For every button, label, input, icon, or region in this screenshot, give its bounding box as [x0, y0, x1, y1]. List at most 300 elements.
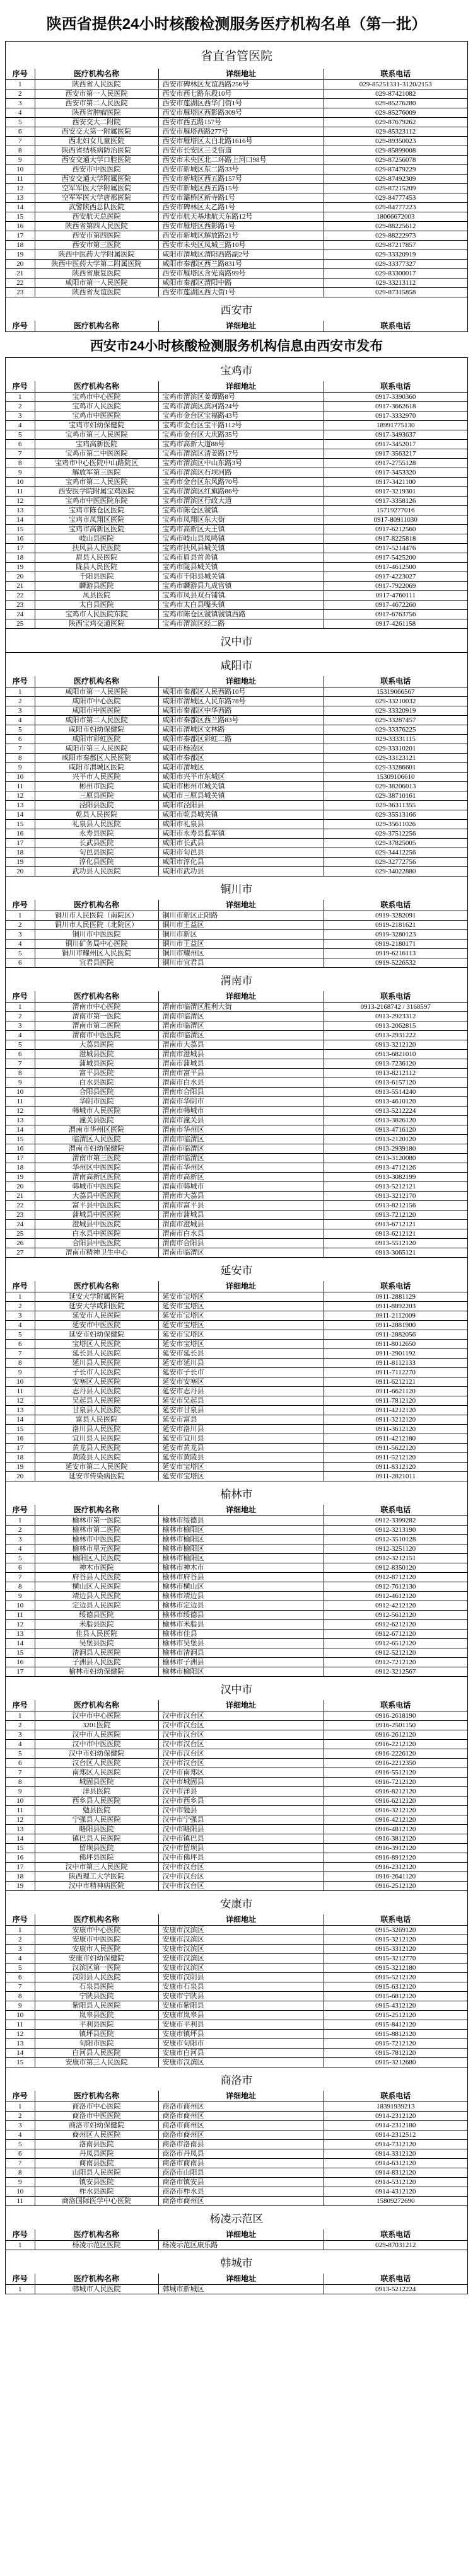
hospital-name: 铜川市人民医院（南院区）: [35, 911, 158, 921]
row-number: 17: [6, 1863, 35, 1872]
document-title: 陕西省提供24小时核酸检测服务医疗机构名单（第一批）: [46, 16, 427, 33]
table-row: [6, 1078, 467, 1088]
hospital-name: 安康市第三人民医院: [35, 2058, 158, 2067]
hospital-phone: 0912-7212120: [324, 1658, 467, 1667]
hospital-phone: 0912-3399282: [324, 1516, 467, 1526]
table-row: [6, 1601, 467, 1611]
region-table-body: [6, 381, 467, 628]
row-number: 5: [6, 949, 35, 958]
row-number: 5: [6, 725, 35, 735]
table-row: [6, 1639, 467, 1648]
header-addr: 详细地址: [158, 1700, 324, 1711]
hospital-phone: 029-33331115: [324, 735, 467, 744]
hospital-phone: 0911-6212121: [324, 1377, 467, 1387]
table-row: [6, 2285, 467, 2294]
hospital-phone: 029-87215209: [324, 184, 467, 193]
hospital-name: 陕西省肿瘤医院: [35, 108, 158, 118]
hospital-address: 宝鸡市渭滨区行政大道: [158, 497, 324, 506]
header-name: 医疗机构名称: [35, 1505, 158, 1516]
hospital-phone: 0916-7212120: [324, 1778, 467, 1787]
hospital-name: 彬州市医院: [35, 782, 158, 791]
hospital-name: 宝鸡市中心医院: [35, 393, 158, 402]
table-row: [6, 1396, 467, 1406]
row-number: 10: [6, 773, 35, 782]
hospital-name: 韩城市人民医院: [35, 1107, 158, 1116]
hospital-name: 陕西省友谊医院: [35, 288, 158, 297]
hospital-phone: 0912-3251120: [324, 1544, 467, 1554]
hospital-phone: 029-33287457: [324, 716, 467, 725]
region-title: 汉中市: [220, 1684, 253, 1696]
hospital-address: 安康市平利县: [158, 2020, 324, 2030]
hospital-name: 临渭区人民医院: [35, 1135, 158, 1144]
hospital-name: 安塞区人民医院: [35, 1377, 158, 1387]
hospital-phone: 0912-5612120: [324, 1611, 467, 1620]
row-number: 15: [6, 1425, 35, 1434]
table-row: [6, 1192, 467, 1201]
region-table-body: [6, 1281, 467, 1481]
table-row: [6, 288, 467, 297]
hospital-phone: 0917-3390360: [324, 393, 467, 402]
hospital-phone: 0917-7922069: [324, 582, 467, 591]
hospital-name: 澄城县中医医院: [35, 1220, 158, 1229]
xian-header-table: [6, 321, 467, 331]
row-number: 10: [6, 478, 35, 487]
hospital-address: 咸阳市永寿县监军镇: [158, 829, 324, 839]
row-number: 23: [6, 601, 35, 610]
hospital-name: 洋县医院: [35, 1787, 158, 1797]
row-number: 6: [6, 735, 35, 744]
table-row: [6, 2241, 467, 2250]
hospital-name: 千阳县医院: [35, 572, 158, 582]
hospital-address: 咸阳市乾县城关镇: [158, 810, 324, 820]
hospital-address: 延安市子长市: [158, 1368, 324, 1377]
row-number: 15: [6, 1648, 35, 1658]
table-row: [6, 184, 467, 193]
table-row: [6, 1444, 467, 1453]
hospital-phone: 0916-3812120: [324, 1834, 467, 1844]
table-header-row: [6, 900, 467, 911]
row-number: 8: [6, 1992, 35, 2001]
table-row: [6, 801, 467, 810]
hospital-name: 陕西宝鸡交通医院: [35, 619, 158, 629]
hospital-phone: 029-87492309: [324, 175, 467, 184]
hospital-name: 延安市人民医院: [35, 1311, 158, 1321]
hospital-address: 安康市汉滨区: [158, 1954, 324, 1964]
row-number: 14: [6, 810, 35, 820]
header-addr: 详细地址: [158, 1281, 324, 1292]
hospital-address: 安康市汉滨区: [158, 1926, 324, 1935]
table-row: [6, 2001, 467, 2011]
row-number: 19: [6, 1173, 35, 1182]
hospital-phone: 0917-3493637: [324, 430, 467, 440]
hospital-address: 商洛市山阳县: [158, 2168, 324, 2178]
hospital-name: 西安交通大学附属医院: [35, 175, 158, 184]
hospital-phone: 0916-2312120: [324, 1863, 467, 1872]
hospital-name: 太白县医院: [35, 601, 158, 610]
table-row: [6, 1472, 467, 1481]
row-number: 9: [6, 763, 35, 773]
table-row: [6, 810, 467, 820]
hospital-name: 渭南市中医医院: [35, 1031, 158, 1040]
hospital-address: 安康市汉滨区: [158, 2058, 324, 2067]
hospital-phone: 0916-2212350: [324, 1759, 467, 1768]
region-table: [6, 1914, 467, 2067]
row-number: 7: [6, 1573, 35, 1582]
hospital-address: 宝鸡市陈仓区虢镇: [158, 506, 324, 515]
hospital-address: 咸阳市渭城区人民东路78号: [158, 697, 324, 706]
hospital-address: 西安市碑林区友谊西路256号: [158, 80, 324, 89]
region-section: [6, 1257, 467, 1481]
table-row: [6, 930, 467, 940]
table-row: [6, 2030, 467, 2039]
row-number: 10: [6, 1377, 35, 1387]
table-row: [6, 478, 467, 487]
table-header-row: [6, 2229, 467, 2241]
hospital-phone: 0916-4212120: [324, 1815, 467, 1825]
hospital-name: 渭南市第三医院: [35, 1154, 158, 1163]
hospital-address: 榆林市榆阳区: [158, 1544, 324, 1554]
hospital-address: 汉中市西乡县: [158, 1797, 324, 1806]
hospital-name: 商州区人民医院: [35, 2130, 158, 2140]
hospital-phone: 0913-8212156: [324, 1201, 467, 1210]
hospital-address: 西安市新城区西五路15号: [158, 184, 324, 193]
table-row: [6, 525, 467, 534]
table-row: [6, 1648, 467, 1658]
hospital-name: 眉县人民医院: [35, 553, 158, 563]
hospital-name: 铜川市中医医院: [35, 930, 158, 940]
hospital-phone: 0916-3912120: [324, 1844, 467, 1853]
header-addr: 详细地址: [158, 2091, 324, 2102]
hospital-address: 榆林市神木市: [158, 1563, 324, 1573]
header-no: 序号: [6, 2229, 35, 2241]
hospital-name: 陇县人民医院: [35, 563, 158, 572]
hospital-address: 汉中市汉台区: [158, 1721, 324, 1730]
hospital-name: 大荔县医院: [35, 1040, 158, 1050]
row-number: 13: [6, 1825, 35, 1834]
hospital-name: 佳县人民医院: [35, 1630, 158, 1639]
hospital-address: 延安市宜川县: [158, 1434, 324, 1444]
row-number: 9: [6, 1592, 35, 1601]
row-number: 1: [6, 1711, 35, 1721]
hospital-phone: 0911-8112133: [324, 1359, 467, 1368]
table-header-row: [6, 1505, 467, 1516]
hospital-address: 渭南市高新区: [158, 1173, 324, 1182]
hospital-name: 佛坪县医院: [35, 1853, 158, 1863]
hospital-name: 咸阳市第一人民医院: [35, 279, 158, 288]
table-row: [6, 921, 467, 930]
header-tel: 联系电话: [324, 991, 467, 1003]
hospital-name: 略阳县医院: [35, 1825, 158, 1834]
hospital-address: 西安市航天基地航天东路12号: [158, 212, 324, 222]
hospital-name: 渭南市精神卫生中心: [35, 1248, 158, 1258]
hospital-phone: 0916-2612120: [324, 1730, 467, 1740]
row-number: 20: [6, 1472, 35, 1481]
row-number: 5: [6, 118, 35, 127]
xian-section: [5, 297, 468, 332]
hospital-phone: 029-88225612: [324, 222, 467, 231]
row-number: 10: [6, 2187, 35, 2197]
row-number: 8: [6, 1069, 35, 1078]
table-row: [6, 2140, 467, 2149]
row-number: 5: [6, 1554, 35, 1563]
row-number: 2: [6, 1012, 35, 1021]
hospital-name: 绥德县医院: [35, 1611, 158, 1620]
header-name: 医疗机构名称: [35, 2274, 158, 2285]
table-row: [6, 1220, 467, 1229]
row-number: 10: [6, 2011, 35, 2020]
row-number: 15: [6, 2058, 35, 2067]
table-row: [6, 1982, 467, 1992]
table-row: [6, 582, 467, 591]
hospital-phone: 0912-3510128: [324, 1535, 467, 1544]
row-number: 22: [6, 591, 35, 601]
hospital-address: 榆林市榆阳区: [158, 1535, 324, 1544]
hospital-name: 渭南市中心医院: [35, 1003, 158, 1012]
table-row: [6, 1154, 467, 1163]
hospital-name: 延川县人民医院: [35, 1359, 158, 1368]
hospital-address: 渭南市临渭区: [158, 1154, 324, 1163]
hospital-name: 蒲城县医院: [35, 1059, 158, 1069]
hospital-name: 韩城市人民医院: [35, 2285, 158, 2294]
hospital-name: 西安交大二附院: [35, 118, 158, 127]
table-header-row: [6, 321, 467, 331]
table-row: [6, 2039, 467, 2049]
table-row: [6, 1359, 467, 1368]
region-table: [6, 676, 467, 876]
hospital-address: 渭南市合阳县: [158, 1088, 324, 1097]
table-row: [6, 1107, 467, 1116]
table-row: [6, 1954, 467, 1964]
table-row: [6, 1563, 467, 1573]
hospital-phone: 0914-4312120: [324, 2187, 467, 2197]
header-addr: 详细地址: [158, 2274, 324, 2285]
province-table-body: [6, 69, 467, 297]
hospital-name: 黄龙县人民医院: [35, 1444, 158, 1453]
table-row: [6, 2058, 467, 2067]
hospital-phone: 0916-2618190: [324, 1711, 467, 1721]
hospital-address: 咸阳市渭城区: [158, 763, 324, 773]
row-number: 12: [6, 1815, 35, 1825]
hospital-phone: 0916-2226120: [324, 1749, 467, 1759]
hospital-address: 榆林市子洲县: [158, 1658, 324, 1667]
row-number: 25: [6, 619, 35, 629]
header-tel: 联系电话: [324, 676, 467, 687]
hospital-name: 岐山县医院: [35, 534, 158, 544]
header-no: 序号: [6, 1700, 35, 1711]
table-row: [6, 572, 467, 582]
hospital-name: 解放军第三医院: [35, 468, 158, 478]
hospital-phone: 0912-4212120: [324, 1601, 467, 1611]
hospital-phone: 0915-4312120: [324, 2001, 467, 2011]
row-number: 15: [6, 1844, 35, 1853]
table-row: [6, 1059, 467, 1069]
hospital-address: 汉中市宁强县: [158, 1815, 324, 1825]
row-number: 13: [6, 2039, 35, 2049]
hospital-address: 汉中市南郑区: [158, 1768, 324, 1778]
row-number: 5: [6, 2140, 35, 2149]
table-row: [6, 1125, 467, 1135]
hospital-name: 西安医学院附属宝鸡医院: [35, 487, 158, 497]
header-tel: 联系电话: [324, 2274, 467, 2285]
hospital-address: 延安市安塞区: [158, 1377, 324, 1387]
table-row: [6, 1768, 467, 1778]
header-addr: 详细地址: [158, 676, 324, 687]
table-row: [6, 1554, 467, 1563]
table-row: [6, 1340, 467, 1349]
hospital-phone: 0916-3212120: [324, 1806, 467, 1815]
hospital-address: 汉中市汉台区: [158, 1749, 324, 1759]
hospital-phone: 0916-2641120: [324, 1872, 467, 1882]
hospital-phone: 0913-4716120: [324, 1125, 467, 1135]
hospital-name: 商洛国际医学中心医院: [35, 2197, 158, 2206]
hospital-name: 紫阳县人民医院: [35, 2001, 158, 2011]
hospital-phone: 0917-5425200: [324, 553, 467, 563]
table-row: [6, 411, 467, 421]
hospital-address: 渭南市华阴市: [158, 1097, 324, 1107]
row-number: 15: [6, 525, 35, 534]
row-number: 3: [6, 1021, 35, 1031]
hospital-name: 留坝县医院: [35, 1844, 158, 1853]
table-row: [6, 1173, 467, 1182]
table-row: [6, 1311, 467, 1321]
hospital-name: 子洲县人民医院: [35, 1658, 158, 1667]
hospital-phone: 0917-8225818: [324, 534, 467, 544]
table-row: [6, 1229, 467, 1239]
row-number: 16: [6, 829, 35, 839]
hospital-phone: 0913-2939180: [324, 1144, 467, 1154]
hospital-phone: 0919-2181621: [324, 921, 467, 930]
hospital-address: 延安市吴起县: [158, 1396, 324, 1406]
hospital-name: 汉中市人民医院: [35, 1730, 158, 1740]
hospital-phone: 0915-7212120: [324, 2039, 467, 2049]
hospital-phone: 029-32772756: [324, 858, 467, 867]
hospital-name: 西安交大第一附属医院: [35, 127, 158, 137]
table-row: [6, 222, 467, 231]
header-name: 医疗机构名称: [35, 321, 158, 331]
hospital-name: 宁陕县医院: [35, 1992, 158, 2001]
hospital-name: 宝鸡市人民医院: [35, 402, 158, 411]
header-no: 序号: [6, 1281, 35, 1292]
hospital-phone: 029-87479229: [324, 165, 467, 175]
row-number: 13: [6, 1630, 35, 1639]
table-row: [6, 2159, 467, 2168]
hospital-name: 渭南市第二医院: [35, 1021, 158, 1031]
table-row: [6, 1872, 467, 1882]
hospital-name: 南郑区人民医院: [35, 1768, 158, 1778]
row-number: 12: [6, 184, 35, 193]
hospital-name: 商南县医院: [35, 2159, 158, 2168]
hospital-name: 麟游县医院: [35, 582, 158, 591]
hospital-address: 宝鸡市凤翔区东大街: [158, 515, 324, 525]
region-table-body: [6, 2091, 467, 2205]
row-number: 27: [6, 1248, 35, 1258]
row-number: 14: [6, 2049, 35, 2058]
table-header-row: [6, 2274, 467, 2285]
table-row: [6, 1797, 467, 1806]
hospital-phone: 029-87679262: [324, 118, 467, 127]
hospital-name: 安康市中医医院: [35, 1935, 158, 1945]
row-number: 8: [6, 1359, 35, 1368]
hospital-phone: 0917-80911030: [324, 515, 467, 525]
hospital-name: 宝鸡市妇幼保健院: [35, 421, 158, 430]
hospital-name: 宜君县医院: [35, 958, 158, 968]
region-section: [6, 1481, 467, 1676]
table-row: [6, 1050, 467, 1059]
hospital-address: 宝鸡市金台区大庆路35号: [158, 430, 324, 440]
row-number: 23: [6, 288, 35, 297]
hospital-phone: 0912-3212151: [324, 1554, 467, 1563]
table-row: [6, 127, 467, 137]
hospital-phone: 0916-4812120: [324, 1825, 467, 1834]
hospital-phone: 029-33123121: [324, 754, 467, 763]
hospital-phone: 0914-2312120: [324, 2112, 467, 2121]
table-row: [6, 1201, 467, 1210]
hospital-address: 西安市雁塔区西影路309号: [158, 108, 324, 118]
row-number: 21: [6, 269, 35, 279]
hospital-name: 横山区人民医院: [35, 1582, 158, 1592]
table-row: [6, 940, 467, 949]
table-row: [6, 610, 467, 619]
hospital-phone: 029-85323112: [324, 127, 467, 137]
hospital-phone: 0917-3453320: [324, 468, 467, 478]
hospital-name: 铜川矿务局中心医院: [35, 940, 158, 949]
hospital-address: 汉中市佛坪县: [158, 1853, 324, 1863]
hospital-address: 西安市碑林区太乙路1号: [158, 203, 324, 212]
row-number: 18: [6, 1163, 35, 1173]
province-section-title: 省直省管医院: [200, 50, 272, 63]
hospital-phone: 0911-5212120: [324, 1453, 467, 1463]
table-row: [6, 706, 467, 716]
table-row: [6, 440, 467, 449]
hospital-name: 山阳县人民医院: [35, 2168, 158, 2178]
hospital-phone: 0911-2882056: [324, 1330, 467, 1340]
region-title: 渭南市: [220, 975, 253, 987]
hospital-address: 咸阳市泾阳县: [158, 801, 324, 810]
hospital-phone: 0911-3612120: [324, 1425, 467, 1434]
table-row: [6, 829, 467, 839]
header-addr: 详细地址: [158, 381, 324, 393]
row-number: 9: [6, 1787, 35, 1797]
hospital-name: 陕西理工大学医院: [35, 1872, 158, 1882]
row-number: 11: [6, 782, 35, 791]
hospital-name: 榆林市第一医院: [35, 1516, 158, 1526]
hospital-phone: 029-87421082: [324, 89, 467, 99]
row-number: 7: [6, 449, 35, 459]
table-row: [6, 506, 467, 515]
header-addr: 详细地址: [158, 321, 324, 331]
table-header-row: [6, 991, 467, 1003]
row-number: 24: [6, 1220, 35, 1229]
hospital-address: 安康市旬阳市: [158, 2039, 324, 2049]
hospital-phone: 0911-2901192: [324, 1349, 467, 1359]
row-number: 13: [6, 801, 35, 810]
table-row: [6, 108, 467, 118]
hospital-phone: 0913-4610120: [324, 1097, 467, 1107]
hospital-address: 咸阳市秦都区西兰路83号: [158, 716, 324, 725]
hospital-address: 咸阳市礼泉县: [158, 820, 324, 829]
table-header-row: [6, 1700, 467, 1711]
hospital-name: 空军军医大学唐都医院: [35, 193, 158, 203]
row-number: 5: [6, 430, 35, 440]
row-number: 8: [6, 754, 35, 763]
table-row: [6, 619, 467, 629]
header-tel: 联系电话: [324, 381, 467, 393]
hospital-phone: 0913-5512120: [324, 1239, 467, 1248]
hospital-name: 武功县人民医院: [35, 867, 158, 877]
table-row: [6, 687, 467, 697]
row-number: 18: [6, 848, 35, 858]
hospital-address: 渭南市临渭区: [158, 1144, 324, 1154]
